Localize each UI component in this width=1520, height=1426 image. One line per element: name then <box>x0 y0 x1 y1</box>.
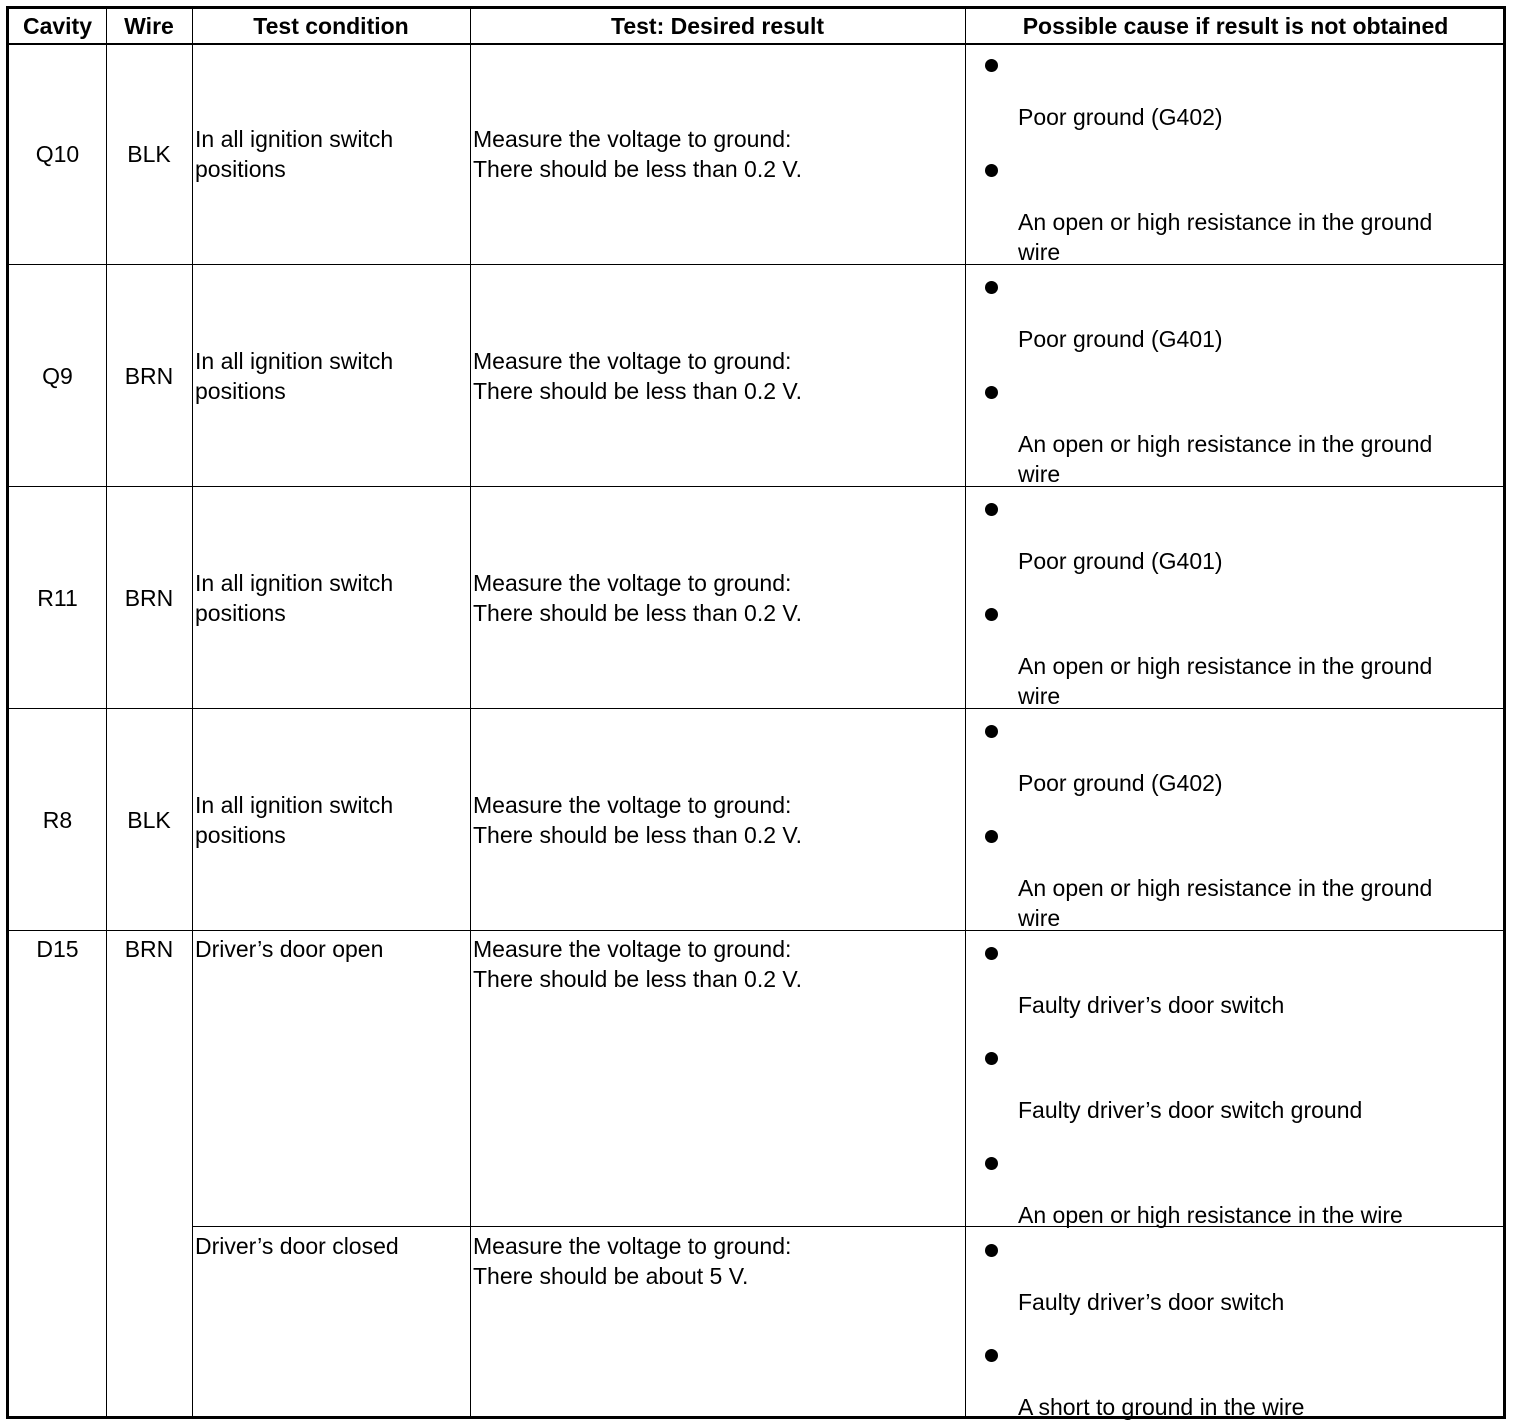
cause-item: An open or high resistance in the ground wire <box>1018 875 1433 931</box>
wire-cell: BRN <box>124 936 174 962</box>
desired-result-line: Measure the voltage to ground: <box>473 126 792 152</box>
cavity-cell: R8 <box>42 807 73 833</box>
header-test-condition: Test condition <box>253 13 409 39</box>
test-condition-cell: In all ignition switch positions <box>195 348 394 404</box>
desired-result-line: There should be less than 0.2 V. <box>473 378 803 404</box>
wire-cell: BRN <box>124 585 174 611</box>
desired-result-line: Measure the voltage to ground: <box>473 792 792 818</box>
bullet-icon <box>985 1244 998 1257</box>
bullet-icon <box>985 725 998 738</box>
bullet-icon <box>985 1157 998 1170</box>
header-desired-result: Test: Desired result <box>610 13 825 39</box>
cavity-cell: R11 <box>37 585 78 611</box>
test-condition-cell: Driver’s door closed <box>195 1233 399 1259</box>
cause-item: An open or high resistance in the ground wire <box>1018 431 1433 487</box>
desired-result-line: There should be less than 0.2 V. <box>473 966 803 992</box>
bullet-icon <box>985 164 998 177</box>
bullet-icon <box>985 608 998 621</box>
test-condition-cell: Driver’s door open <box>195 936 384 962</box>
test-condition-cell: In all ignition switch positions <box>195 792 394 848</box>
cause-item: Poor ground (G402) <box>1018 104 1223 130</box>
desired-result-line: There should be less than 0.2 V. <box>473 822 803 848</box>
column-divider <box>192 9 193 1416</box>
desired-result-line: Measure the voltage to ground: <box>473 936 792 962</box>
desired-result-line: Measure the voltage to ground: <box>473 570 792 596</box>
column-divider <box>106 9 107 1416</box>
bullet-icon <box>985 503 998 516</box>
test-condition-cell: In all ignition switch positions <box>195 570 394 626</box>
cause-list <box>965 1229 1503 1419</box>
cavity-cell: Q10 <box>35 141 80 167</box>
bullet-icon <box>985 830 998 843</box>
desired-result-line: There should be about 5 V. <box>473 1263 749 1289</box>
cause-item: Poor ground (G401) <box>1018 548 1223 574</box>
bullet-icon <box>985 59 998 72</box>
bullet-icon <box>985 947 998 960</box>
cause-item: Faulty driver’s door switch <box>1018 1289 1285 1315</box>
cause-item: An open or high resistance in the ground wire <box>1018 209 1433 265</box>
diagnostic-table <box>6 6 1506 1419</box>
header-cavity: Cavity <box>22 13 93 39</box>
desired-result-line: Measure the voltage to ground: <box>473 1233 792 1259</box>
cavity-cell: D15 <box>36 936 79 962</box>
cause-item: Faulty driver’s door switch <box>1018 992 1285 1018</box>
desired-result-line: Measure the voltage to ground: <box>473 348 792 374</box>
cause-list <box>965 44 1503 264</box>
cause-item: Poor ground (G401) <box>1018 326 1223 352</box>
cause-item: Poor ground (G402) <box>1018 770 1223 796</box>
desired-result-line: There should be less than 0.2 V. <box>473 600 803 626</box>
header-wire: Wire <box>124 13 174 39</box>
cause-list <box>965 266 1503 486</box>
bullet-icon <box>985 281 998 294</box>
desired-result-line: There should be less than 0.2 V. <box>473 156 803 182</box>
cavity-cell: Q9 <box>42 363 73 389</box>
cause-item: An open or high resistance in the wire <box>1018 1202 1403 1228</box>
cause-item: A short to ground in the wire <box>1018 1394 1305 1420</box>
cause-item: An open or high resistance in the ground wire <box>1018 653 1433 709</box>
bullet-icon <box>985 1052 998 1065</box>
cause-list <box>965 710 1503 930</box>
column-divider <box>470 9 471 1416</box>
wire-cell: BRN <box>124 363 174 389</box>
cause-list <box>965 932 1503 1226</box>
header-possible-cause: Possible cause if result is not obtained <box>1022 13 1449 39</box>
wire-cell: BLK <box>127 807 171 833</box>
bullet-icon <box>985 386 998 399</box>
test-condition-cell: In all ignition switch positions <box>195 126 394 182</box>
bullet-icon <box>985 1349 998 1362</box>
cause-item: Faulty driver’s door switch ground <box>1018 1097 1363 1123</box>
wire-cell: BLK <box>127 141 171 167</box>
cause-list <box>965 488 1503 708</box>
